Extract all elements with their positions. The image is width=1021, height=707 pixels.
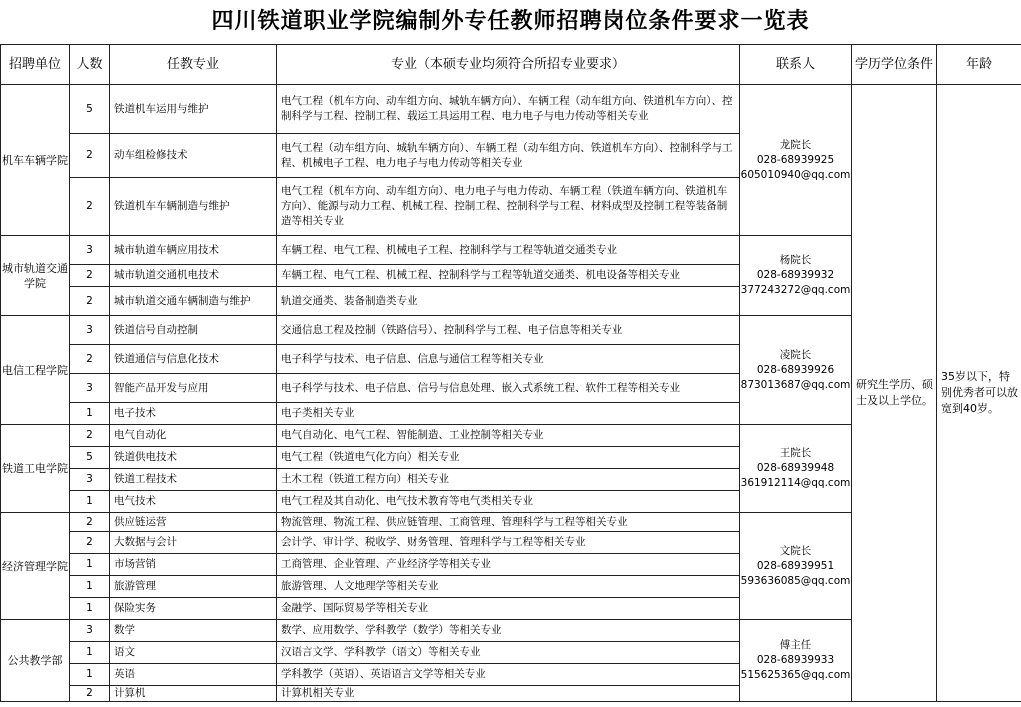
unit-cell: 公共教学部 [1,620,70,702]
course-cell: 电气自动化 [110,425,277,447]
count-cell: 5 [70,447,110,469]
course-cell: 城市轨道交通车辆制造与维护 [110,287,277,316]
count-cell: 1 [70,642,110,664]
course-cell: 电子技术 [110,403,277,425]
course-cell: 电气技术 [110,491,277,513]
contact-cell [740,316,852,425]
unit-cell: 电信工程学院 [1,316,70,425]
contact-email: 593636085@qq.com [740,574,851,587]
unit-cell: 铁道工电学院 [1,425,70,513]
contact-name: 傅主任 [779,639,812,651]
count-cell: 2 [70,178,110,236]
major-cell: 电子类相关专业 [277,403,740,425]
course-cell: 大数据与会计 [110,532,277,554]
major-cell: 金融学、国际贸易学等相关专业 [277,598,740,620]
contact-email: 605010940@qq.com [740,168,851,181]
major-cell: 电气工程（机车方向、动车组方向、城轨车辆方向）、车辆工程（动车组方向、铁道机车方向）、控制科学与工程、控制工程、载运工具运用工程、电力电子与电力传动等相关专业 [277,85,740,134]
header-contact: 联系人 [740,45,852,85]
contact-email: 873013687@qq.com [740,378,851,391]
count-cell: 3 [70,374,110,403]
age-requirement-cell: 35岁以下，特别优秀者可以放宽到40岁。 [937,85,1021,702]
count-cell: 2 [70,345,110,374]
header-count: 人数 [70,45,110,85]
course-cell: 铁道信号自动控制 [110,316,277,345]
contact-email: 377243272@qq.com [740,284,851,296]
contact-cell [740,513,852,620]
major-cell: 学科教学（英语）、英语语言文学等相关专业 [277,664,740,686]
count-cell: 3 [70,316,110,345]
course-cell: 语文 [110,642,277,664]
course-cell: 铁道机车运用与维护 [110,85,277,134]
contact-name: 龙院长 [779,138,812,151]
contact-email: 361912114@qq.com [740,477,851,489]
count-cell: 3 [70,236,110,265]
course-cell: 城市轨道车辆应用技术 [110,236,277,265]
count-cell: 1 [70,491,110,513]
course-cell: 智能产品开发与应用 [110,374,277,403]
contact-email: 515625365@qq.com [740,669,851,681]
degree-requirement-cell: 研究生学历、硕士及以上学位。 [852,85,937,702]
header-major: 专业（本硕专业均须符合所招专业要求） [277,45,740,85]
contact-phone: 028-68939933 [756,654,835,666]
major-cell: 电气工程（机车方向、动车组方向）、电力电子与电力传动、车辆工程（铁道车辆方向、铁道机车方向）、能源与动力工程、机械工程、控制工程、控制科学与工程、材料成型及控制工程等装备制造等相关专业 [277,178,740,236]
count-cell: 1 [70,664,110,686]
count-cell: 1 [70,598,110,620]
count-cell: 1 [70,403,110,425]
unit-cell: 经济管理学院 [1,513,70,620]
contact-phone: 028-68939926 [756,363,835,376]
major-cell: 电气工程（动车组方向、城轨车辆方向）、车辆工程（动车组方向、铁道机车方向）、控制科学与工程、机械电子工程、电力电子与电力传动等相关专业 [277,134,740,178]
contact-name: 杨院长 [779,254,812,266]
contact-cell [740,85,852,236]
contact-cell [740,236,852,316]
major-cell: 工商管理、企业管理、产业经济学等相关专业 [277,554,740,576]
count-cell: 2 [70,513,110,532]
table-row [1,85,1021,134]
header-unit: 招聘单位 [1,45,70,85]
course-cell: 保险实务 [110,598,277,620]
contact-cell [740,620,852,702]
count-cell: 2 [70,425,110,447]
major-cell: 汉语言文学、学科教学（语文）等相关专业 [277,642,740,664]
course-cell: 旅游管理 [110,576,277,598]
course-cell: 铁道机车车辆制造与维护 [110,178,277,236]
course-cell: 动车组检修技术 [110,134,277,178]
contact-phone: 028-68939948 [756,462,835,474]
contact-name: 文院长 [779,544,812,557]
page-title: 四川铁道职业学院编制外专任教师招聘岗位条件要求一览表 [211,9,810,34]
count-cell: 2 [70,134,110,178]
major-cell: 交通信息工程及控制（铁路信号）、控制科学与工程、电子信息等相关专业 [277,316,740,345]
major-cell: 物流管理、物流工程、供应链管理、工商管理、管理科学与工程等相关专业 [277,513,740,532]
contact-phone: 028-68939932 [756,269,835,281]
contact-name: 王院长 [779,447,812,459]
major-cell: 土木工程（铁道工程方向）相关专业 [277,469,740,491]
course-cell: 供应链运营 [110,513,277,532]
count-cell: 5 [70,85,110,134]
count-cell: 2 [70,686,110,702]
count-cell: 2 [70,287,110,316]
contact-phone: 028-68939951 [756,559,835,572]
course-cell: 数学 [110,620,277,642]
course-cell: 市场营销 [110,554,277,576]
course-cell: 铁道供电技术 [110,447,277,469]
major-cell: 车辆工程、电气工程、机械工程、控制科学与工程等轨道交通类、机电设备等相关专业 [277,265,740,287]
unit-cell: 城市轨道交通学院 [1,236,70,316]
major-cell: 会计学、审计学、税收学、财务管理、管理科学与工程等相关专业 [277,532,740,554]
major-cell: 车辆工程、电气工程、机械电子工程、控制科学与工程等轨道交通类专业 [277,236,740,265]
count-cell: 1 [70,576,110,598]
count-cell: 3 [70,620,110,642]
course-cell: 城市轨道交通机电技术 [110,265,277,287]
contact-name: 凌院长 [779,348,812,361]
table-body [1,85,1021,702]
major-cell: 电气自动化、电气工程、智能制造、工业控制等相关专业 [277,425,740,447]
course-cell: 铁道工程技术 [110,469,277,491]
unit-cell: 机车车辆学院 [1,85,70,236]
major-cell: 电气工程（铁道电气化方向）相关专业 [277,447,740,469]
contact-cell [740,425,852,513]
major-cell: 电子科学与技术、电子信息、信息与通信工程等相关专业 [277,345,740,374]
course-cell: 铁道通信与信息化技术 [110,345,277,374]
header-degree: 学历学位条件 [852,45,937,85]
major-cell: 旅游管理、人文地理学等相关专业 [277,576,740,598]
contact-phone: 028-68939925 [756,153,835,166]
course-cell: 英语 [110,664,277,686]
course-cell: 计算机 [110,686,277,702]
count-cell: 2 [70,265,110,287]
major-cell: 计算机相关专业 [277,686,740,702]
header-age: 年龄 [937,45,1021,85]
count-cell: 2 [70,532,110,554]
major-cell: 数学、应用数学、学科教学（数学）等相关专业 [277,620,740,642]
count-cell: 3 [70,469,110,491]
major-cell: 轨道交通类、装备制造类专业 [277,287,740,316]
major-cell: 电子科学与技术、电子信息、信号与信息处理、嵌入式系统工程、软件工程等相关专业 [277,374,740,403]
header-row [1,45,1021,85]
recruitment-table [0,44,1021,702]
header-course: 任教专业 [110,45,277,85]
major-cell: 电气工程及其自动化、电气技术教育等电气类相关专业 [277,491,740,513]
count-cell: 1 [70,554,110,576]
